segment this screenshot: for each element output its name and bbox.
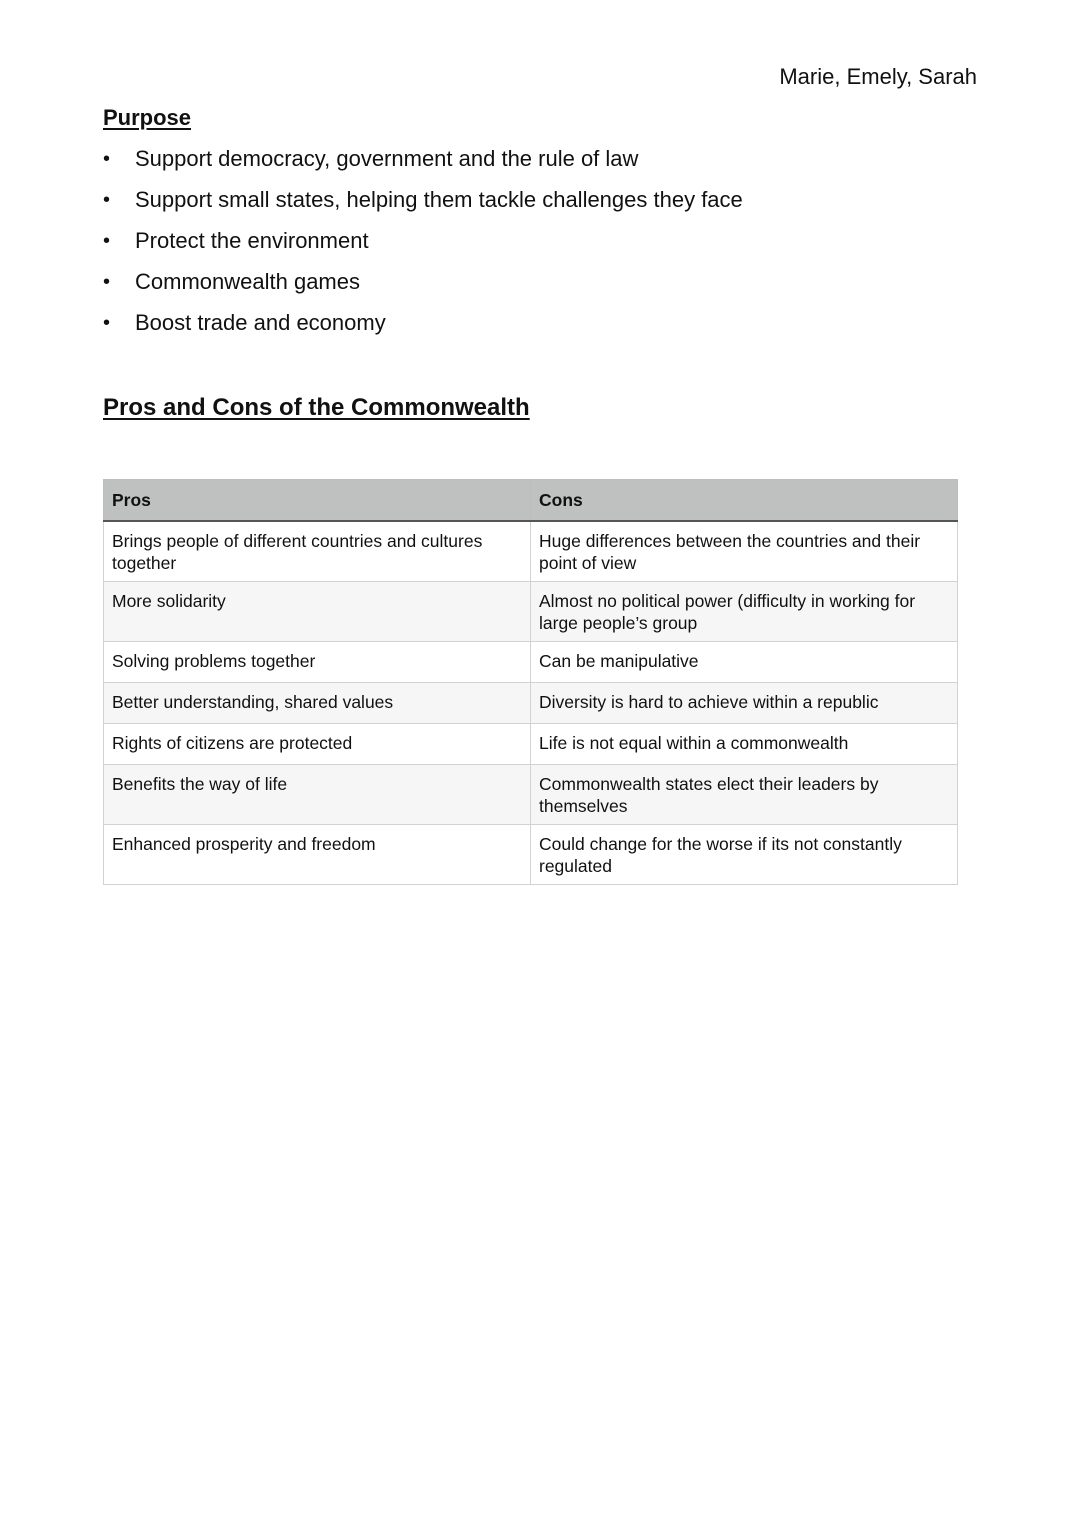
table-row: [104, 521, 958, 582]
purpose-item-text: Protect the environment: [135, 228, 369, 253]
table-row: [104, 642, 958, 683]
column-header-pros: Pros: [104, 480, 531, 522]
con-cell: Life is not equal within a commonwealth: [531, 724, 958, 765]
bullet-icon: •: [103, 271, 111, 293]
purpose-item: [103, 227, 743, 268]
column-header-cons: Cons: [531, 480, 958, 522]
pros-cons-heading: Pros and Cons of the Commonwealth: [103, 394, 530, 421]
table-header-row: [104, 480, 958, 522]
pro-cell: Solving problems together: [104, 642, 531, 683]
con-cell: Could change for the worse if its not constantly regulated: [531, 825, 958, 885]
con-cell: Can be manipulative: [531, 642, 958, 683]
con-cell: Huge differences between the countries and their point of view: [531, 521, 958, 582]
con-cell: Commonwealth states elect their leaders by themselves: [531, 765, 958, 825]
bullet-icon: •: [103, 148, 111, 170]
pros-cons-table: [103, 479, 958, 885]
authors: Marie, Emely, Sarah: [779, 64, 977, 89]
pro-cell: Better understanding, shared values: [104, 683, 531, 724]
pro-cell: Rights of citizens are protected: [104, 724, 531, 765]
bullet-icon: •: [103, 230, 111, 252]
purpose-heading: Purpose: [103, 105, 192, 130]
table-row: [104, 683, 958, 724]
pro-cell: More solidarity: [104, 582, 531, 642]
purpose-item-text: Support democracy, government and the rule of law: [135, 146, 639, 171]
purpose-item: [103, 145, 743, 186]
table-row: [104, 765, 958, 825]
purpose-item-text: Support small states, helping them tackle challenges they face: [135, 187, 743, 212]
purpose-item-text: Boost trade and economy: [135, 310, 386, 335]
pro-cell: Brings people of different countries and cultures together: [104, 521, 531, 582]
bullet-icon: •: [103, 189, 111, 211]
pro-cell: Enhanced prosperity and freedom: [104, 825, 531, 885]
purpose-item: [103, 268, 743, 309]
purpose-item-text: Commonwealth games: [135, 269, 360, 294]
table-row: [104, 825, 958, 885]
pro-cell: Benefits the way of life: [104, 765, 531, 825]
purpose-item: [103, 309, 743, 350]
table-row: [104, 724, 958, 765]
table-row: [104, 582, 958, 642]
bullet-icon: •: [103, 312, 111, 334]
con-cell: Almost no political power (difficulty in working for large people’s group: [531, 582, 958, 642]
con-cell: Diversity is hard to achieve within a republic: [531, 683, 958, 724]
purpose-item: [103, 186, 743, 227]
purpose-list: [103, 145, 743, 350]
